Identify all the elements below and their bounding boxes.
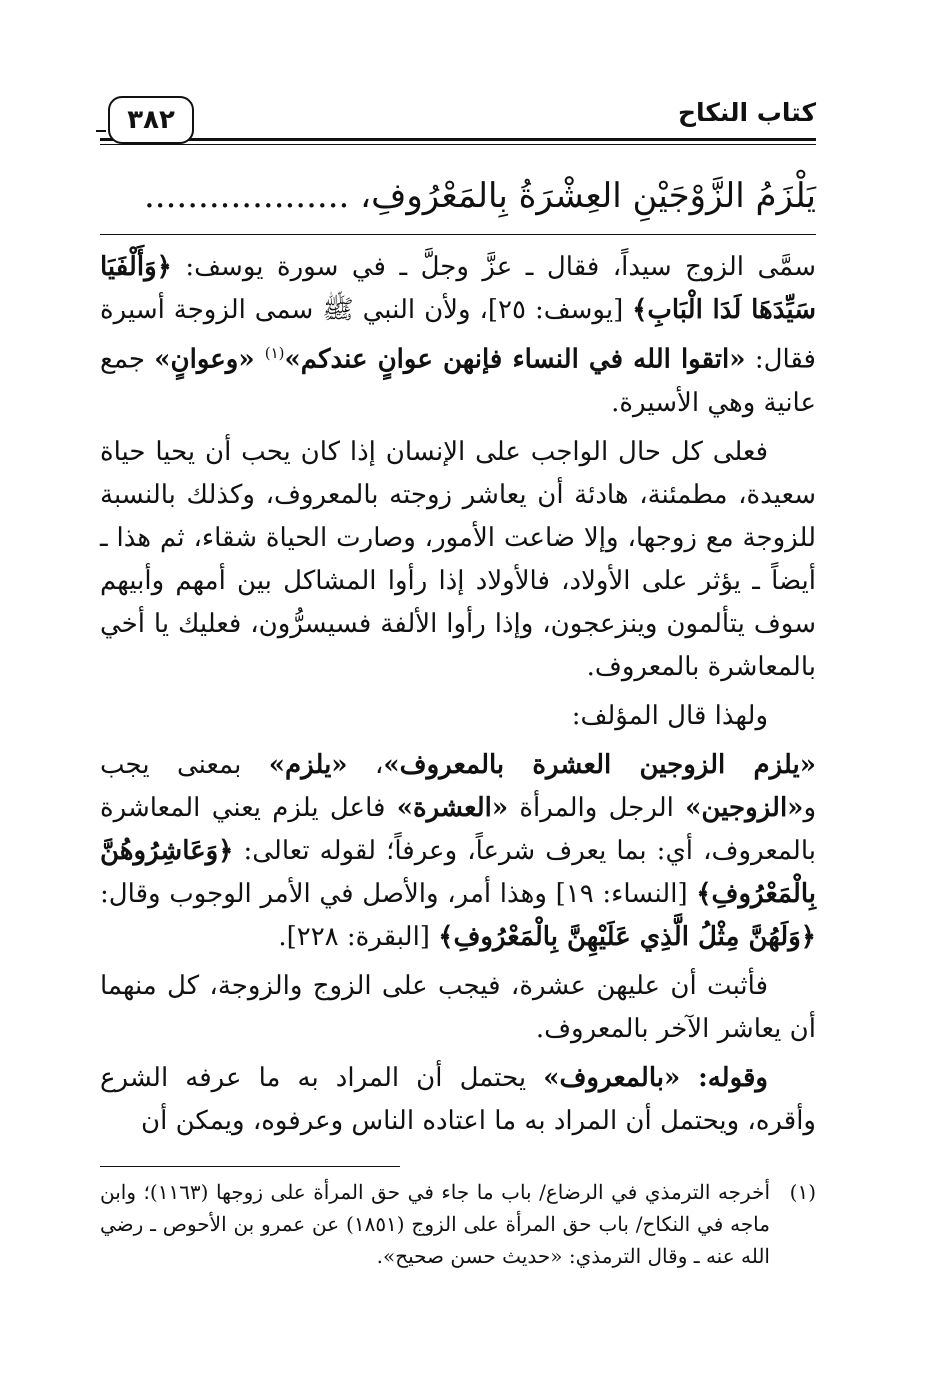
footnote <box>100 1176 816 1272</box>
term: «يلزم» <box>268 749 348 780</box>
hadith-quote: «اتقوا الله في النساء فإنهن عوانٍ عندكم» <box>284 344 746 375</box>
section-heading: يَلْزَمُ الزَّوْجَيْنِ العِشْرَةُ بِالمَعْرُوفِ، ................... <box>144 176 816 216</box>
paragraph: فأثبت أن عليهن عشرة، فيجب على الزوج والزوجة، كل منهما أن يعاشر الآخر بالمعروف. <box>100 970 816 1044</box>
header-rule-thin <box>100 144 816 145</box>
footnote-marker: (١) <box>789 1180 816 1204</box>
paragraph: سمَّى الزوج سيداً، فقال ـ عزَّ وجلَّ ـ في سورة يوسف: ﴿وَأَلْفَيَا سَيِّدَهَا لَدَا الْبَابِ﴾ [يوسف: ٢٥]، ولأن النبي ﷺ سمى الزوجة أسيرة فقال: «اتقوا الله في النساء فإنهن عوانٍ عندكم»$^{(١)}$ «وعوانٍ» جمع عانية وهي الأسيرة. <box>100 252 816 418</box>
term: وقوله: «بالمعروف» <box>543 1062 768 1093</box>
footnote-separator <box>100 1166 400 1167</box>
footnotes <box>100 1176 816 1272</box>
body-text <box>100 246 816 1149</box>
term: «العشرة» <box>396 792 509 823</box>
page-number: ٣٨٢ <box>108 96 194 144</box>
paragraph: فعلى كل حال الواجب على الإنسان إذا كان يحب أن يحيا حياة سعيدة، مطمئنة، هادئة أن يعاشر زوجته بالمعروف، وكذلك بالنسبة للزوجة مع زوجها، وإلا ضاعت الأمور، وصارت الحياة شقاء، ثم هذا ـ أيضاً ـ يؤثر على الأولاد، فالأولاد إذا رأوا المشاكل بين أمهم وأبيهم سوف يتألمون وينزعجون، وإذا رأوا الألفة فسيسرُّون، فعليك يا أخي بالمعاشرة بالمعروف. <box>100 436 816 682</box>
paragraph: ولهذا قال المؤلف: <box>571 700 768 731</box>
footnote-reference: (١) <box>264 344 285 362</box>
term: «وعوانٍ» <box>154 344 265 375</box>
quran-quote: ﴿وَعَاشِرُوهُنَّ بِالْمَعْرُوفِ﴾ <box>100 835 817 909</box>
term: «الزوجين» <box>685 792 804 823</box>
page-header <box>100 96 816 156</box>
header-rule-thick <box>100 138 816 141</box>
footnote-text: أخرجه الترمذي في الرضاع/ باب ما جاء في حق المرأة على زوجها (١١٦٣)؛ وابن ماجه في النكاح/ باب حق المرأة على الزوج (١٨٥١) عن عمرو بن الأحوص ـ رضي الله عنه ـ وقال الترمذي: «حديث حسن صحيح». <box>100 1180 771 1268</box>
heading-underline <box>100 234 816 235</box>
matn-quote: «يلزم الزوجين العشرة بالمعروف» <box>383 749 817 780</box>
paragraph: «يلزم الزوجين العشرة بالمعروف»، «يلزم» بمعنى يجب و«الزوجين» الرجل والمرأة «العشرة» فاعل يلزم يعني المعاشرة بالمعروف، أي: بما يعرف شرعاً، وعرفاً؛ لقوله تعالى: ﴿وَعَاشِرُوهُنَّ بِالْمَعْرُوفِ﴾ [النساء: ١٩] وهذا أمر، والأصل في الأمر الوجوب وقال: ﴿وَلَهُنَّ مِثْلُ الَّذِي عَلَيْهِنَّ بِالْمَعْرُوفِ﴾ [البقرة: ٢٢٨]. <box>100 749 817 952</box>
book-title: كتاب النكاح <box>677 98 816 127</box>
quran-quote: ﴿وَلَهُنَّ مِثْلُ الَّذِي عَلَيْهِنَّ بِالْمَعْرُوفِ﴾ <box>438 921 816 952</box>
quran-quote: ﴿وَأَلْفَيَا سَيِّدَهَا لَدَا الْبَابِ﴾ <box>100 252 816 325</box>
paragraph: وقوله: «بالمعروف» يحتمل أن المراد به ما عرفه الشرع وأقره، ويحتمل أن المراد به ما اعتاده الناس وعرفوه، ويمكن أن <box>100 1062 816 1136</box>
header-rule-tick <box>96 130 106 132</box>
